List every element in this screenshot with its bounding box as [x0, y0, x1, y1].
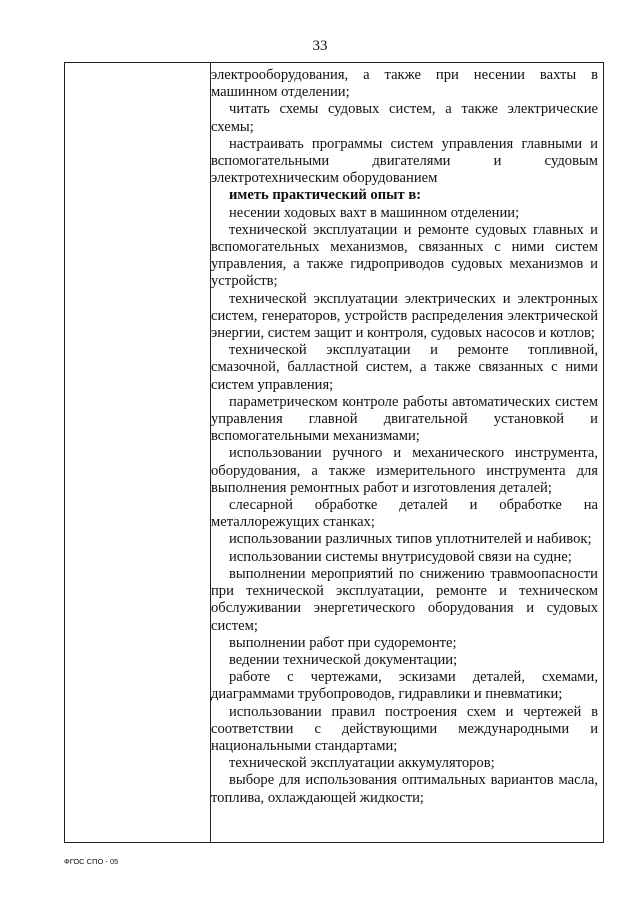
page-number: 33: [312, 38, 328, 54]
text-line: выполнении мероприятий по снижению травмоопасности при технической эксплуатации, ремонте и техническом обслуживании энергетического оборудования и судовых систем;: [211, 565, 598, 634]
text-line: использовании ручного и механического инструмента, оборудования, а также измерительного инструмента для выполнения ремонтных работ и изготовления деталей;: [211, 445, 598, 496]
text-line: технической эксплуатации электрических и электронных систем, генераторов, устройств распределения электрической энергии, систем защит и контроля, судовых насосов и котлов;: [211, 290, 598, 342]
text-line: параметрическом контроле работы автоматических систем управления главной двигательной установкой и вспомогательными механизмами;: [211, 393, 598, 445]
text-line: настраивать программы систем управления главными и вспомогательными двигателями и судовым электротехническим оборудованием: [211, 135, 598, 187]
text-line: использовании различных типов уплотнителей и набивок;: [229, 531, 592, 548]
text-line: использовании системы внутрисудовой связи на судне;: [229, 548, 572, 565]
document-footer: ФГОС СПО - 05: [64, 857, 119, 866]
text-line: несении ходовых вахт в машинном отделении;: [229, 204, 520, 221]
text-line: слесарной обработке деталей и обработке на металлорежущих станках;: [211, 497, 598, 531]
text-line: ведении технической документации;: [229, 651, 458, 668]
table-right-column: [211, 67, 598, 807]
competency-table: [64, 62, 604, 843]
text-line: читать схемы судовых систем, а также электрические схемы;: [211, 101, 598, 135]
text-line: выборе для использования оптимальных вариантов масла, топлива, охлаждающей жидкости;: [211, 772, 598, 806]
text-line: технической эксплуатации аккумуляторов;: [229, 755, 495, 772]
text-line: использовании правил построения схем и чертежей в соответствии с действующими международными и национальными стандартами;: [211, 703, 598, 754]
table-left-column: [65, 63, 211, 842]
text-line: технической эксплуатации и ремонте топливной, смазочной, балластной систем, а также связанных с ними систем управления;: [211, 342, 598, 393]
section-heading: иметь практический опыт в:: [229, 187, 422, 204]
text-line: работе с чертежами, эскизами деталей, схемами, диаграммами трубопроводов, гидравлики и пневматики;: [211, 669, 598, 703]
text-line: выполнении работ при судоремонте;: [229, 634, 457, 651]
text-line: технической эксплуатации и ремонте судовых главных и вспомогательных механизмов, связанных с ними систем управления, а также гидроприводов судовых механизмов и устройств;: [211, 221, 598, 290]
text-line: электрооборудования, а также при несении вахты в машинном отделении;: [211, 67, 598, 101]
